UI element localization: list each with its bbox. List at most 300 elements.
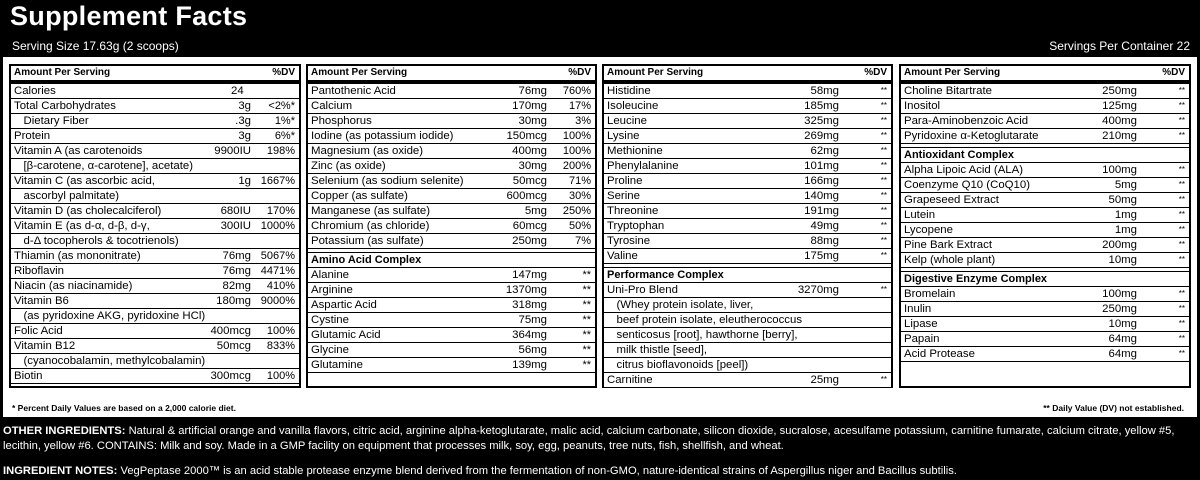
other-ingredients-text: Natural & artificial orange and vanilla flavors, citric acid, arginine alpha-ketoglutarate, malic acid, calcium carbonate, silicon dioxide, sucralose, acesulfame potassium, carnitine fumarate, calcium citrate, yellow #5, lecithin, yellow #6. CONTAINS: Milk and soy. Made in a GMP facility on equipment that processes milk, soy, egg, peanuts, tree nuts, fish, shellfish, and wheat. [3, 425, 1175, 452]
nutrient-dv: 1%* [274, 115, 295, 127]
nutrient-name: Tryptophan [607, 220, 665, 232]
nutrient-row [308, 343, 595, 357]
nutrient-name: Lysine [607, 130, 640, 142]
nutrient-amount: 60mcg [512, 220, 547, 232]
section-heading-label: Amino Acid Complex [311, 254, 422, 266]
panel-title: Supplement Facts [10, 1, 248, 31]
nutrient-name: Lutein [904, 209, 936, 221]
nutrient-dv: 760% [562, 85, 591, 97]
nutrient-amount: 125mg [1102, 100, 1137, 112]
nutrient-name: Zinc (as oxide) [311, 160, 386, 172]
nutrient-dv: 30% [568, 190, 591, 202]
nutrient-name: Grapeseed Extract [904, 194, 999, 206]
nutrient-dv: 6%* [274, 130, 295, 142]
nutrient-amount: 180mg [216, 295, 251, 307]
nutrient-row [604, 99, 891, 113]
nutrient-amount: 170mg [512, 100, 547, 112]
amount-per-serving-label: Amount Per Serving [14, 67, 111, 78]
nutrient-row-continuation [604, 358, 891, 372]
nutrient-row [604, 189, 891, 203]
nutrient-row [901, 253, 1189, 267]
facts-column-1 [9, 64, 301, 388]
nutrient-amount: 62mg [810, 145, 839, 157]
nutrient-row [11, 369, 299, 383]
nutrient-name: Vitamin B12 [14, 340, 76, 352]
nutrient-dv: ** [1178, 180, 1185, 189]
nutrient-row [604, 174, 891, 188]
nutrient-amount: 191mg [804, 205, 839, 217]
nutrient-dv: 100% [266, 370, 295, 382]
nutrient-dv: ** [582, 344, 591, 356]
nutrient-amount: 300mcg [210, 370, 251, 382]
section-heading [901, 272, 1189, 286]
nutrient-amount: 100mg [1102, 288, 1137, 300]
nutrient-amount: 175mg [804, 250, 839, 262]
nutrient-dv: 50% [568, 220, 591, 232]
nutrient-row [901, 163, 1189, 177]
other-ingredients [3, 424, 1197, 454]
nutrient-name: Lycopene [904, 224, 953, 236]
nutrient-dv: ** [582, 329, 591, 341]
nutrient-name: Isoleucine [607, 100, 659, 112]
nutrient-dv: 1000% [260, 220, 295, 232]
nutrient-amount: 5mg [524, 205, 547, 217]
nutrient-dv: ** [880, 191, 887, 200]
nutrient-row-continuation [604, 298, 891, 312]
nutrient-dv: 200% [562, 160, 591, 172]
nutrient-row [11, 144, 299, 158]
nutrient-row [901, 302, 1189, 316]
nutrient-row [308, 283, 595, 297]
nutrient-row [901, 317, 1189, 331]
nutrient-amount: 64mg [1108, 333, 1137, 345]
nutrient-name: Arginine [311, 284, 353, 296]
nutrient-amount: 200mg [1102, 239, 1137, 251]
section-heading [604, 268, 891, 282]
nutrient-name: Cystine [311, 314, 349, 326]
nutrient-dv: ** [880, 221, 887, 230]
nutrient-row [11, 174, 299, 188]
nutrient-row-continuation [604, 343, 891, 357]
nutrient-name: Acid Protease [904, 348, 975, 360]
nutrient-name: Vitamin A (as carotenoids [14, 145, 143, 157]
nutrient-name: Vitamin D (as cholecalciferol) [14, 205, 162, 217]
nutrient-row [604, 144, 891, 158]
footnote-dv-not-established: ** Daily Value (DV) not established. [1043, 403, 1184, 413]
nutrient-row [308, 129, 595, 143]
nutrient-name: Total Carbohydrates [14, 100, 116, 112]
nutrient-amount: 680IU [220, 205, 251, 217]
nutrient-row [308, 234, 595, 248]
nutrient-amount: 100mg [1102, 164, 1137, 176]
column-header [11, 66, 299, 80]
nutrient-name: [β-carotene, α-carotene], acetate) [14, 160, 194, 172]
nutrient-row [11, 279, 299, 293]
nutrient-name: Calories [14, 85, 56, 97]
dv-label: %DV [568, 67, 591, 78]
nutrient-row [308, 204, 595, 218]
nutrient-name: Alpha Lipoic Acid (ALA) [904, 164, 1024, 176]
nutrient-dv: ** [582, 269, 591, 281]
nutrient-name: Chromium (as chloride) [311, 220, 430, 232]
nutrient-name: Calcium [311, 100, 353, 112]
nutrient-dv: 9000% [260, 295, 295, 307]
nutrient-row-continuation [11, 234, 299, 248]
nutrient-dv: 250% [562, 205, 591, 217]
nutrient-dv: ** [1178, 304, 1185, 313]
nutrient-dv: ** [1178, 289, 1185, 298]
nutrient-dv: ** [880, 86, 887, 95]
nutrient-amount: 49mg [810, 220, 839, 232]
nutrient-dv: ** [1178, 319, 1185, 328]
nutrient-row [11, 249, 299, 263]
nutrient-dv: ** [582, 299, 591, 311]
nutrient-name: Glycine [311, 344, 349, 356]
nutrient-amount: 3g [238, 100, 251, 112]
nutrient-row [604, 283, 891, 297]
column-header [308, 66, 595, 80]
dv-label: %DV [864, 67, 887, 78]
nutrient-name: milk thistle [seed], [607, 344, 708, 356]
nutrient-row [308, 268, 595, 282]
nutrient-dv: 100% [562, 145, 591, 157]
section-gap [308, 249, 595, 252]
nutrient-name: Bromelain [904, 288, 956, 300]
nutrient-name: Manganese (as sulfate) [311, 205, 431, 217]
nutrient-row [901, 332, 1189, 346]
nutrient-row [604, 129, 891, 143]
nutrient-amount: 185mg [804, 100, 839, 112]
amount-per-serving-label: Amount Per Serving [311, 67, 408, 78]
nutrient-name: Glutamine [311, 359, 363, 371]
nutrient-name: Leucine [607, 115, 647, 127]
amount-per-serving-label: Amount Per Serving [607, 67, 704, 78]
nutrient-row [308, 298, 595, 312]
nutrient-row [901, 347, 1189, 361]
section-heading-label: Antioxidant Complex [904, 149, 1015, 161]
nutrient-name: Aspartic Acid [311, 299, 377, 311]
section-heading [308, 253, 595, 267]
nutrient-amount: 1370mg [505, 284, 547, 296]
nutrient-amount: 76mg [518, 85, 547, 97]
nutrient-row [11, 129, 299, 143]
nutrient-dv: ** [880, 375, 887, 384]
nutrient-amount: 150mcg [506, 130, 547, 142]
nutrient-dv: ** [582, 284, 591, 296]
nutrient-row [11, 99, 299, 113]
nutrient-amount: 400mg [1102, 115, 1137, 127]
nutrient-row [901, 238, 1189, 252]
nutrient-row [11, 294, 299, 308]
facts-column-3 [602, 64, 893, 388]
nutrient-dv: ** [880, 176, 887, 185]
nutrient-name: Coenzyme Q10 (CoQ10) [904, 179, 1030, 191]
nutrient-amount: 50mcg [512, 175, 547, 187]
nutrient-amount: 400mcg [210, 325, 251, 337]
nutrient-dv: 4471% [260, 265, 295, 277]
nutrient-name: Inositol [904, 100, 941, 112]
nutrient-amount: 64mg [1108, 348, 1137, 360]
nutrient-name: Riboflavin [14, 265, 65, 277]
nutrient-row [901, 223, 1189, 237]
nutrient-row [308, 114, 595, 128]
nutrient-name: citrus bioflavonoids [peel]) [607, 359, 749, 371]
nutrient-name: Inulin [904, 303, 932, 315]
nutrient-row [901, 114, 1189, 128]
nutrient-name: Proline [607, 175, 643, 187]
nutrient-amount: 9900IU [214, 145, 251, 157]
footnote-percent-dv: * Percent Daily Values are based on a 2,000 calorie diet. [12, 403, 236, 413]
nutrient-dv: 7% [575, 235, 591, 247]
nutrient-dv: 410% [266, 280, 295, 292]
section-heading [901, 148, 1189, 162]
nutrient-dv: ** [880, 251, 887, 260]
nutrient-row [604, 249, 891, 263]
nutrient-amount: 10mg [1108, 318, 1137, 330]
column-blank-area [901, 362, 1189, 386]
nutrient-dv: ** [1178, 334, 1185, 343]
nutrient-name: Iodine (as potassium iodide) [311, 130, 454, 142]
column-blank-area [11, 384, 299, 386]
nutrient-row [11, 84, 299, 98]
nutrient-amount: 30mg [518, 160, 547, 172]
nutrient-name: Potassium (as sulfate) [311, 235, 424, 247]
nutrient-name: Para-Aminobenzoic Acid [904, 115, 1029, 127]
nutrient-name: Biotin [14, 370, 43, 382]
nutrient-dv: ** [1178, 195, 1185, 204]
nutrient-name: Tyrosine [607, 235, 651, 247]
nutrient-amount: 3g [238, 130, 251, 142]
nutrient-dv: 198% [266, 145, 295, 157]
nutrient-dv: ** [880, 101, 887, 110]
nutrient-amount: 101mg [804, 160, 839, 172]
nutrient-row [308, 174, 595, 188]
nutrient-amount: 76mg [222, 250, 251, 262]
nutrient-row [901, 193, 1189, 207]
nutrient-amount: 25mg [810, 374, 839, 386]
nutrient-dv: 100% [266, 325, 295, 337]
nutrient-amount: 88mg [810, 235, 839, 247]
nutrient-row [308, 84, 595, 98]
nutrient-name: Niacin (as niacinamide) [14, 280, 133, 292]
nutrient-name: Dietary Fiber [14, 115, 89, 127]
nutrient-dv: ** [1178, 255, 1185, 264]
nutrient-row [308, 144, 595, 158]
nutrient-name: Magnesium (as oxide) [311, 145, 424, 157]
nutrient-amount: 30mg [518, 115, 547, 127]
nutrient-row [604, 114, 891, 128]
other-ingredients-label: OTHER INGREDIENTS: [3, 425, 126, 437]
nutrient-amount: 147mg [512, 269, 547, 281]
nutrient-name: ascorbyl palmitate) [14, 190, 120, 202]
nutrient-name: Phosphorus [311, 115, 372, 127]
nutrient-row [901, 84, 1189, 98]
nutrient-amount: 318mg [512, 299, 547, 311]
serving-size: Serving Size 17.63g (2 scoops) [12, 39, 179, 53]
nutrient-row [901, 287, 1189, 301]
nutrient-dv: ** [582, 314, 591, 326]
nutrient-row-continuation [11, 354, 299, 368]
nutrient-dv: 170% [266, 205, 295, 217]
nutrient-amount: 3270mg [797, 284, 839, 296]
nutrient-dv: 1667% [260, 175, 295, 187]
nutrient-row [604, 84, 891, 98]
nutrient-row [604, 234, 891, 248]
nutrient-amount: 1mg [1114, 224, 1137, 236]
section-gap [901, 144, 1189, 147]
nutrient-row [308, 328, 595, 342]
section-heading-label: Digestive Enzyme Complex [904, 273, 1048, 285]
nutrient-amount: 325mg [804, 115, 839, 127]
nutrient-amount: 1g [238, 175, 251, 187]
nutrient-amount: 82mg [222, 280, 251, 292]
nutrient-name: Vitamin B6 [14, 295, 69, 307]
nutrient-row [11, 114, 299, 128]
nutrient-dv: ** [880, 116, 887, 125]
nutrient-dv: ** [880, 161, 887, 170]
nutrient-amount: 56mg [518, 344, 547, 356]
nutrient-name: Protein [14, 130, 51, 142]
nutrient-amount: 210mg [1102, 130, 1137, 142]
column-blank-area [308, 373, 595, 386]
nutrient-amount: 139mg [512, 359, 547, 371]
nutrient-amount: 300IU [220, 220, 251, 232]
nutrient-amount: 1mg [1114, 209, 1137, 221]
nutrient-dv: <2%* [268, 100, 295, 112]
nutrient-name: Lipase [904, 318, 938, 330]
nutrient-amount: .3g [235, 115, 251, 127]
nutrient-dv: ** [1178, 101, 1185, 110]
nutrient-dv: 5067% [260, 250, 295, 262]
nutrient-row [901, 208, 1189, 222]
nutrient-dv: 71% [568, 175, 591, 187]
nutrient-dv: ** [1178, 116, 1185, 125]
nutrient-name: Pine Bark Extract [904, 239, 992, 251]
nutrient-name: Alanine [311, 269, 349, 281]
nutrient-row-continuation [604, 328, 891, 342]
facts-column-2 [306, 64, 597, 388]
nutrient-dv: ** [1178, 240, 1185, 249]
nutrient-row [308, 358, 595, 372]
nutrient-dv: ** [1178, 131, 1185, 140]
nutrient-name: d-Δ tocopherols & tocotrienols) [14, 235, 179, 247]
nutrient-amount: 76mg [222, 265, 251, 277]
nutrient-name: Histidine [607, 85, 651, 97]
nutrient-dv: ** [582, 359, 591, 371]
nutrient-name: Copper (as sulfate) [311, 190, 408, 202]
nutrient-name: Pyridoxine α-Ketoglutarate [904, 130, 1039, 142]
nutrient-name: Kelp (whole plant) [904, 254, 996, 266]
nutrient-name: Vitamin C (as ascorbic acid, [14, 175, 155, 187]
nutrient-name: Glutamic Acid [311, 329, 381, 341]
ingredient-notes [3, 464, 1197, 479]
nutrient-dv: ** [1178, 225, 1185, 234]
nutrient-row [308, 313, 595, 327]
amount-per-serving-label: Amount Per Serving [904, 67, 1001, 78]
nutrient-row [11, 219, 299, 233]
nutrient-name: Choline Bitartrate [904, 85, 993, 97]
nutrient-row [901, 99, 1189, 113]
column-header [901, 66, 1189, 80]
nutrient-name: senticosus [root], hawthorne [berry], [607, 329, 798, 341]
nutrient-name: Uni-Pro Blend [607, 284, 678, 296]
nutrient-dv: 3% [575, 115, 591, 127]
nutrient-amount: 50mg [1108, 194, 1137, 206]
nutrient-amount: 10mg [1108, 254, 1137, 266]
nutrient-amount: 250mg [512, 235, 547, 247]
nutrient-row-continuation [11, 309, 299, 323]
nutrient-name: Valine [607, 250, 638, 262]
nutrient-amount: 364mg [512, 329, 547, 341]
nutrient-amount: 250mg [1102, 303, 1137, 315]
nutrient-name: Carnitine [607, 374, 653, 386]
nutrient-name: (Whey protein isolate, liver, [607, 299, 754, 311]
nutrient-name: Selenium (as sodium selenite) [311, 175, 464, 187]
nutrient-row [604, 159, 891, 173]
nutrient-amount: 166mg [804, 175, 839, 187]
nutrient-amount: 250mg [1102, 85, 1137, 97]
nutrient-name: (as pyridoxine AKG, pyridoxine HCl) [14, 310, 206, 322]
nutrient-dv: ** [1178, 210, 1185, 219]
nutrient-dv: ** [880, 131, 887, 140]
nutrient-dv: ** [880, 285, 887, 294]
nutrient-amount: 75mg [518, 314, 547, 326]
nutrient-name: Papain [904, 333, 940, 345]
nutrient-dv: ** [880, 236, 887, 245]
nutrient-amount: 5mg [1114, 179, 1137, 191]
nutrient-dv: ** [1178, 86, 1185, 95]
nutrient-amount: 140mg [804, 190, 839, 202]
nutrient-row [11, 324, 299, 338]
nutrient-dv: ** [1178, 349, 1185, 358]
nutrient-name: Thiamin (as mononitrate) [14, 250, 141, 262]
nutrient-name: Serine [607, 190, 640, 202]
nutrient-row [901, 178, 1189, 192]
nutrient-amount: 24 [231, 85, 244, 97]
nutrient-row [308, 189, 595, 203]
nutrient-name: Threonine [607, 205, 659, 217]
section-gap [901, 268, 1189, 271]
nutrient-row [604, 373, 891, 387]
section-heading-label: Performance Complex [607, 269, 724, 281]
nutrient-name: Vitamin E (as d-α, d-β, d-γ, [14, 220, 150, 232]
nutrient-name: Folic Acid [14, 325, 63, 337]
nutrient-amount: 400mg [512, 145, 547, 157]
servings-per-container: Servings Per Container 22 [1049, 39, 1190, 53]
nutrient-row [11, 204, 299, 218]
nutrient-dv: ** [880, 206, 887, 215]
nutrient-row [901, 129, 1189, 143]
nutrient-amount: 50mcg [216, 340, 251, 352]
nutrient-name: Phenylalanine [607, 160, 679, 172]
nutrient-row [11, 264, 299, 278]
nutrient-amount: 58mg [810, 85, 839, 97]
dv-label: %DV [272, 67, 295, 78]
nutrient-name: (cyanocobalamin, methylcobalamin) [14, 355, 206, 367]
nutrient-name: Pantothenic Acid [311, 85, 396, 97]
facts-column-4 [899, 64, 1191, 388]
nutrient-dv: 17% [568, 100, 591, 112]
nutrient-amount: 600mcg [506, 190, 547, 202]
nutrient-row [604, 219, 891, 233]
column-header [604, 66, 891, 80]
section-gap [604, 264, 891, 267]
nutrient-name: Methionine [607, 145, 663, 157]
nutrient-row [11, 339, 299, 353]
nutrient-dv: ** [1178, 165, 1185, 174]
nutrient-dv: ** [880, 146, 887, 155]
ingredient-notes-text: VegPeptase 2000™ is an acid stable protease enzyme blend derived from the fermentation of non-GMO, nature-identical strains of Aspergillus niger and Bacillus subtilis. [120, 465, 957, 477]
